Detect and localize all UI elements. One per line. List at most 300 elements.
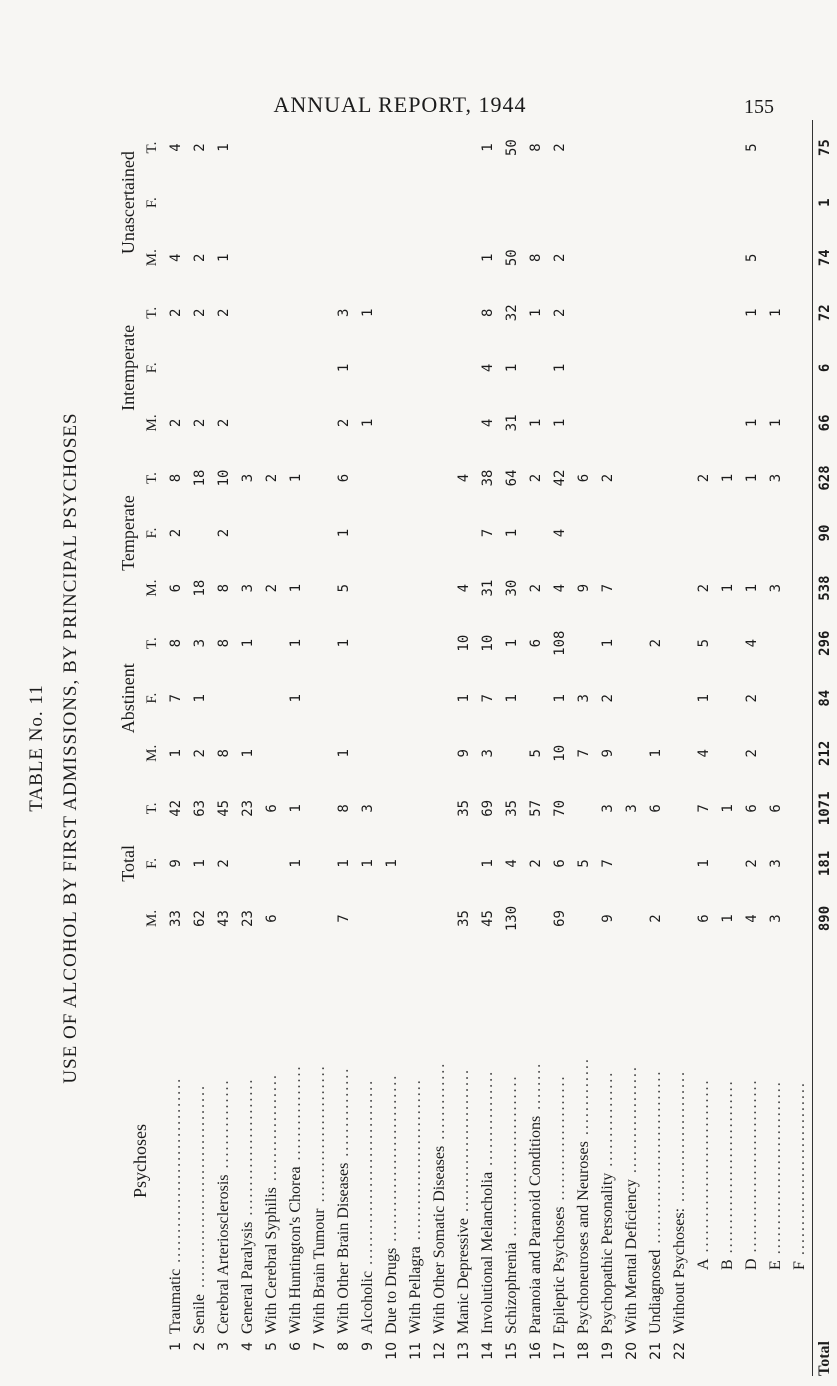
subheader-cell: T. (144, 472, 160, 484)
value-cell: 1 (336, 749, 352, 758)
value-cell: 2 (192, 253, 208, 262)
value-cell: 1 (744, 308, 760, 317)
value-cell (716, 175, 740, 230)
value-cell (380, 340, 404, 395)
dot-leader: .................................. (191, 1084, 208, 1294)
value-cell: 1 (456, 694, 472, 703)
value-cell: 10 (552, 744, 568, 762)
subheader-cell: M. (144, 249, 160, 267)
value-cell (308, 395, 332, 450)
value-cell: 5 (528, 749, 544, 758)
value-cell: 6 (576, 473, 592, 483)
value-cell: 1 (552, 418, 568, 428)
row-label: Involutional Melancholia (479, 1171, 496, 1334)
value-cell (380, 120, 404, 175)
value-cell (788, 671, 813, 726)
value-cell (524, 891, 548, 946)
value-cell (428, 561, 452, 616)
value-cell (764, 726, 788, 781)
value-cell: 3 (768, 473, 784, 483)
value-cell (692, 395, 716, 450)
table-row (236, 120, 260, 1376)
value-cell (212, 671, 236, 726)
value-cell (404, 285, 428, 340)
value-cell: 5 (744, 253, 760, 262)
value-cell (356, 891, 380, 946)
value-cell: 1 (336, 859, 352, 868)
total-cell: 1 (813, 175, 837, 230)
value-cell: 3 (336, 308, 352, 317)
row-label-cell (692, 946, 716, 1376)
value-cell (308, 561, 332, 616)
value-cell (380, 450, 404, 505)
value-cell: 1 (240, 749, 256, 758)
row-label: A (695, 1258, 712, 1270)
value-cell (428, 395, 452, 450)
value-cell (620, 561, 644, 616)
row-label: Senile (191, 1294, 208, 1334)
row-label: General Paralysis (239, 1221, 256, 1334)
value-cell (428, 450, 452, 505)
value-cell (788, 836, 813, 891)
value-cell: 3 (192, 638, 208, 648)
row-index: 20 (624, 1342, 640, 1360)
dot-leader: ............................. (791, 1081, 808, 1262)
value-cell: 1 (288, 583, 304, 593)
row-index: 7 (312, 1342, 328, 1351)
value-cell: 2 (648, 638, 664, 648)
value-cell: 2 (552, 308, 568, 317)
row-index: 19 (600, 1342, 616, 1360)
value-cell (500, 726, 524, 781)
value-cell (596, 395, 620, 450)
value-cell: 1 (744, 473, 760, 483)
value-cell: 42 (168, 799, 184, 817)
row-label-cell (788, 946, 813, 1376)
subheader-cell: F. (144, 692, 160, 704)
row-index: 18 (576, 1342, 592, 1360)
value-cell: 8 (216, 638, 232, 648)
value-cell (788, 450, 813, 505)
value-cell: 31 (504, 414, 520, 432)
row-label-cell (452, 946, 476, 1376)
value-cell (236, 671, 260, 726)
value-cell (620, 836, 644, 891)
row-label: With Mental Deficiency (623, 1179, 640, 1334)
value-cell (236, 340, 260, 395)
value-cell (476, 175, 500, 230)
value-cell (404, 450, 428, 505)
total-cell: 74 (813, 230, 837, 285)
row-index: 21 (648, 1342, 664, 1360)
value-cell: 50 (504, 249, 520, 267)
value-cell: 8 (216, 583, 232, 593)
value-cell (404, 726, 428, 781)
value-cell (716, 120, 740, 175)
value-cell: 1 (504, 694, 520, 703)
value-cell (380, 175, 404, 230)
row-label: Cerebral Arteriosclerosis (215, 1174, 232, 1334)
total-cell: 1071 (813, 781, 837, 836)
value-cell (308, 616, 332, 671)
dot-leader: ............................ (383, 1073, 400, 1248)
row-header: Psychoses (130, 1124, 150, 1199)
value-cell: 1 (360, 859, 376, 868)
total-cell: 90 (813, 506, 837, 561)
value-cell: 1 (288, 804, 304, 813)
value-cell: 1 (744, 583, 760, 593)
value-cell (260, 175, 284, 230)
value-cell (380, 230, 404, 285)
row-label: With Brain Tumour (311, 1208, 328, 1334)
value-cell (716, 616, 740, 671)
value-cell (572, 120, 596, 175)
table-row (308, 120, 332, 1376)
value-cell: 2 (744, 859, 760, 868)
rotated-table-region (18, 120, 833, 1376)
table-row (620, 120, 644, 1376)
value-cell: 1 (480, 859, 496, 868)
value-cell (620, 891, 644, 946)
value-cell (716, 285, 740, 340)
value-cell: 45 (216, 799, 232, 817)
value-cell: 3 (768, 914, 784, 923)
value-cell (764, 120, 788, 175)
value-cell: 4 (744, 638, 760, 648)
value-cell: 3 (240, 583, 256, 593)
dot-leader: ............................. (695, 1078, 712, 1259)
value-cell (356, 506, 380, 561)
dot-leader: ............... (335, 1066, 352, 1163)
value-cell (404, 506, 428, 561)
value-cell (668, 891, 692, 946)
value-cell (260, 120, 284, 175)
row-index: 22 (672, 1342, 688, 1360)
value-cell: 2 (696, 473, 712, 483)
value-cell (644, 120, 668, 175)
value-cell: 5 (336, 583, 352, 593)
value-cell: 1 (696, 859, 712, 868)
value-cell (764, 340, 788, 395)
value-cell (692, 506, 716, 561)
row-index: 17 (552, 1342, 568, 1360)
value-cell: 7 (480, 528, 496, 538)
value-cell: 2 (648, 914, 664, 923)
value-cell: 4 (480, 363, 496, 373)
value-cell (620, 175, 644, 230)
value-cell (596, 230, 620, 285)
dot-leader: ................ (287, 1064, 304, 1167)
table-row (596, 120, 620, 1376)
row-label-cell (164, 946, 188, 1376)
subheader-cell: T. (144, 637, 160, 650)
value-cell: 2 (192, 308, 208, 317)
row-index: 9 (360, 1342, 376, 1351)
value-cell (284, 230, 308, 285)
value-cell: 2 (336, 418, 352, 428)
dot-leader: ................ (479, 1069, 496, 1172)
value-cell: 62 (192, 910, 208, 927)
value-cell (308, 781, 332, 836)
value-cell (620, 671, 644, 726)
dot-leader: ............... (215, 1078, 232, 1175)
total-cell: 890 (813, 891, 837, 946)
value-cell (548, 175, 572, 230)
value-cell (452, 285, 476, 340)
value-cell: 1 (528, 418, 544, 428)
value-cell: 4 (552, 583, 568, 593)
value-cell: 4 (168, 143, 184, 152)
value-cell: 7 (336, 914, 352, 923)
value-cell: 18 (192, 579, 208, 597)
value-cell: 35 (456, 910, 472, 927)
value-cell (236, 395, 260, 450)
dot-leader: ................ (599, 1070, 616, 1173)
value-cell (332, 120, 356, 175)
value-cell (716, 671, 740, 726)
table-row (524, 120, 548, 1376)
value-cell: 1 (360, 308, 376, 317)
table-row (284, 120, 308, 1376)
value-cell: 2 (216, 528, 232, 538)
value-cell: 6 (744, 804, 760, 813)
page-number: 155 (744, 96, 774, 118)
value-cell: 1 (768, 308, 784, 317)
value-cell (644, 175, 668, 230)
value-cell (260, 616, 284, 671)
table-row (164, 120, 188, 1376)
value-cell (740, 340, 764, 395)
value-cell (572, 616, 596, 671)
value-cell: 10 (216, 469, 232, 487)
value-cell (692, 175, 716, 230)
value-cell: 7 (480, 694, 496, 703)
row-label-cell (284, 946, 308, 1376)
row-index: 15 (504, 1342, 520, 1360)
dot-leader: ....................... (239, 1077, 256, 1222)
value-cell (740, 506, 764, 561)
table-row (764, 120, 788, 1376)
row-label-cell (260, 946, 284, 1376)
value-cell (164, 175, 188, 230)
value-cell (236, 285, 260, 340)
value-cell: 2 (168, 308, 184, 317)
subheader-cell: F. (144, 857, 160, 869)
table-row (644, 120, 668, 1376)
row-index: 5 (264, 1342, 280, 1351)
value-cell: 18 (192, 469, 208, 487)
value-cell: 130 (504, 905, 520, 932)
row-label-cell (476, 946, 500, 1376)
row-index: 12 (432, 1342, 448, 1360)
value-cell: 1 (360, 418, 376, 428)
value-cell (620, 450, 644, 505)
group-header-row (116, 120, 140, 1376)
value-cell (428, 671, 452, 726)
table-row (188, 120, 212, 1376)
row-index: 4 (240, 1342, 256, 1351)
value-cell: 2 (528, 859, 544, 868)
row-label: Manic Depressive (455, 1218, 472, 1334)
value-cell (428, 340, 452, 395)
value-cell (668, 616, 692, 671)
value-cell (692, 285, 716, 340)
value-cell: 1 (648, 749, 664, 758)
value-cell: 1 (192, 859, 208, 868)
value-cell (644, 506, 668, 561)
dot-leader: ..................... (551, 1074, 568, 1207)
value-cell: 2 (600, 694, 616, 703)
value-cell (356, 340, 380, 395)
row-label-cell (500, 946, 524, 1376)
table-row (380, 120, 404, 1376)
value-cell (308, 175, 332, 230)
value-cell: 3 (480, 749, 496, 758)
value-cell (692, 120, 716, 175)
subheader-cell: T. (144, 306, 160, 319)
group-temperate: Temperate (118, 495, 138, 571)
row-label: Traumatic (167, 1268, 184, 1334)
value-cell: 3 (600, 804, 616, 813)
value-cell (572, 340, 596, 395)
value-cell (380, 891, 404, 946)
table-row (572, 120, 596, 1376)
row-label-cell (236, 946, 260, 1376)
value-cell (620, 726, 644, 781)
row-label: With Cerebral Syphilis (263, 1187, 280, 1334)
row-label: Undiagnosed (647, 1249, 664, 1334)
value-cell (788, 340, 813, 395)
row-index: 13 (456, 1342, 472, 1360)
value-cell: 3 (360, 804, 376, 813)
value-cell (284, 891, 308, 946)
value-cell: 38 (480, 469, 496, 487)
value-cell (404, 891, 428, 946)
table-row (428, 120, 452, 1376)
value-cell: 31 (480, 579, 496, 597)
value-cell (788, 616, 813, 671)
value-cell (668, 836, 692, 891)
value-cell: 2 (744, 694, 760, 703)
value-cell: 45 (480, 910, 496, 927)
value-cell (356, 450, 380, 505)
row-index: 2 (192, 1342, 208, 1351)
value-cell (332, 671, 356, 726)
value-cell: 2 (600, 473, 616, 483)
value-cell (500, 175, 524, 230)
value-cell (716, 506, 740, 561)
value-cell (404, 561, 428, 616)
value-cell: 1 (288, 859, 304, 868)
value-cell (308, 230, 332, 285)
value-cell (788, 561, 813, 616)
value-cell (380, 726, 404, 781)
value-cell: 2 (744, 749, 760, 758)
value-cell (788, 120, 813, 175)
row-label: Epileptic Psychoses (551, 1206, 568, 1334)
row-label-cell (764, 946, 788, 1376)
value-cell: 9 (456, 749, 472, 758)
value-cell (620, 395, 644, 450)
row-index: 16 (528, 1342, 544, 1360)
value-cell (284, 506, 308, 561)
row-label-cell (548, 946, 572, 1376)
value-cell (428, 836, 452, 891)
value-cell: 1 (528, 308, 544, 317)
dot-leader: ............. (431, 1061, 448, 1146)
value-cell (764, 616, 788, 671)
value-cell: 42 (552, 469, 568, 487)
value-cell: 4 (504, 859, 520, 868)
value-cell: 7 (600, 859, 616, 868)
value-cell: 1 (240, 638, 256, 648)
value-cell: 108 (552, 630, 568, 656)
value-cell (692, 340, 716, 395)
value-cell (212, 340, 236, 395)
value-cell (788, 230, 813, 285)
value-cell (668, 561, 692, 616)
table-row (476, 120, 500, 1376)
value-cell: 9 (576, 583, 592, 593)
dot-leader: ............................. (743, 1078, 760, 1259)
value-cell (404, 616, 428, 671)
value-cell (668, 230, 692, 285)
value-cell: 8 (528, 253, 544, 262)
value-cell (212, 175, 236, 230)
value-cell (308, 120, 332, 175)
row-index: 6 (288, 1342, 304, 1351)
table-row (404, 120, 428, 1376)
value-cell: 3 (624, 804, 640, 813)
value-cell: 4 (168, 253, 184, 262)
dot-leader: ............. (575, 1057, 592, 1142)
value-cell (356, 175, 380, 230)
value-cell (668, 285, 692, 340)
row-label: Without Psychoses: (671, 1207, 688, 1334)
value-cell (284, 285, 308, 340)
value-cell: 1 (288, 638, 304, 648)
value-cell: 1 (288, 473, 304, 483)
value-cell (644, 395, 668, 450)
table-row (500, 120, 524, 1376)
value-cell: 4 (744, 914, 760, 923)
data-table (116, 120, 837, 1376)
value-cell (668, 726, 692, 781)
value-cell (452, 836, 476, 891)
value-cell: 63 (192, 799, 208, 817)
row-label-cell (620, 946, 644, 1376)
row-label-cell (332, 946, 356, 1376)
value-cell: 1 (552, 694, 568, 703)
value-cell: 2 (192, 143, 208, 152)
value-cell: 6 (552, 859, 568, 868)
value-cell: 4 (552, 528, 568, 538)
row-label-cell (572, 946, 596, 1376)
value-cell (188, 506, 212, 561)
group-total: Total (118, 845, 138, 882)
value-cell: 8 (480, 308, 496, 317)
total-cell: 212 (813, 726, 837, 781)
value-cell (668, 671, 692, 726)
row-label-cell (212, 946, 236, 1376)
value-cell (788, 781, 813, 836)
value-cell: 7 (576, 749, 592, 758)
row-index: 11 (408, 1342, 424, 1360)
value-cell: 2 (528, 583, 544, 593)
value-cell (236, 230, 260, 285)
row-label: F (791, 1261, 808, 1270)
value-cell (668, 175, 692, 230)
